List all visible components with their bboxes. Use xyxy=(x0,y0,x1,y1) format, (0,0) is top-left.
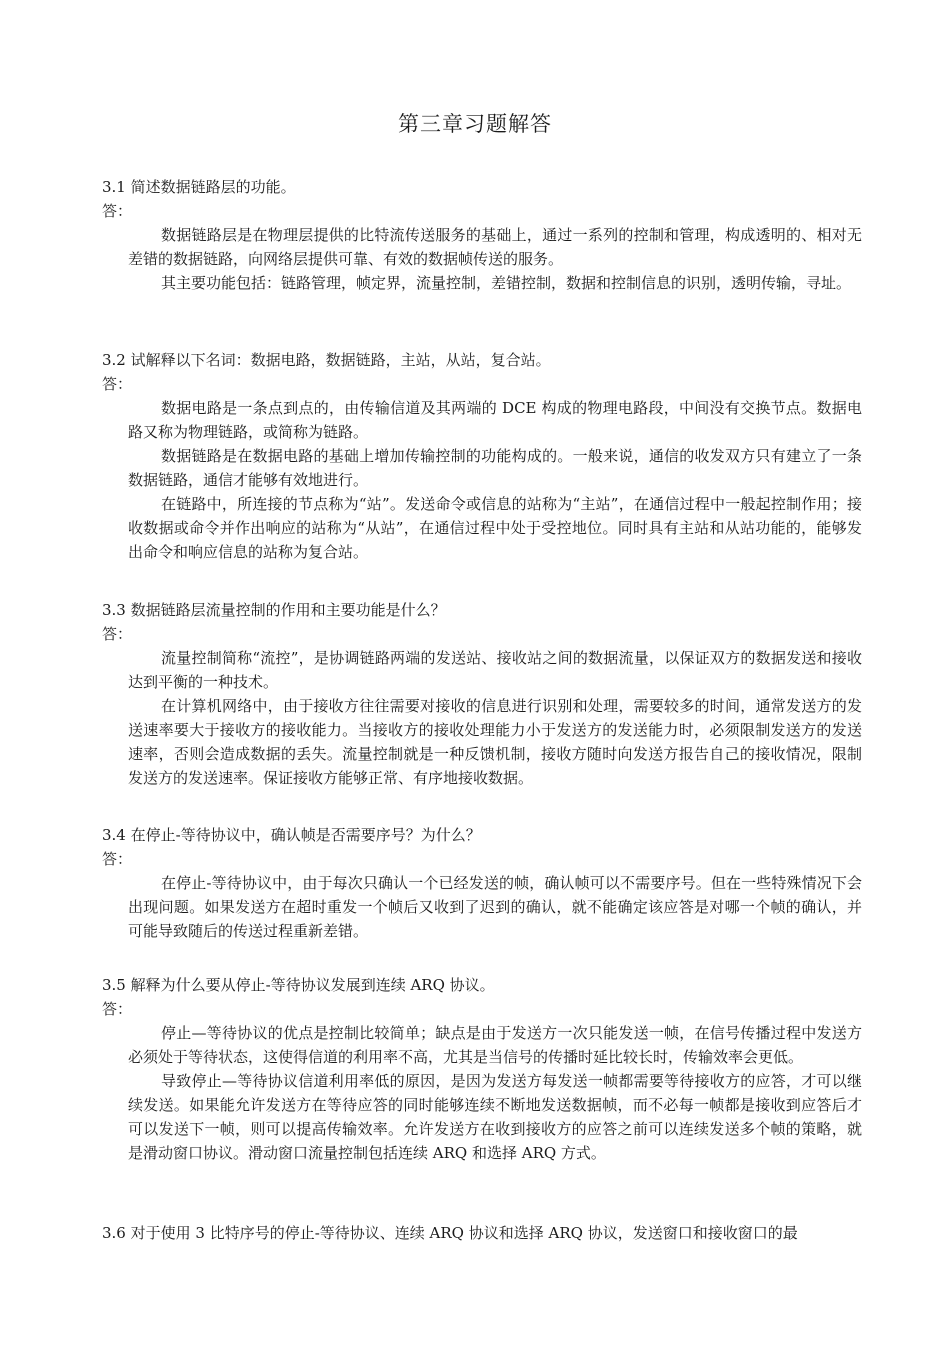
answer-paragraph: 在链路中，所连接的节点称为“站”。发送命令或信息的站称为“主站”，在通信过程中一般起控制作用；接收数据或命令并作出响应的站称为“从站”，在通信过程中处于受控地位。同时具有主站和从站功能的，能够发出命令和响应信息的站称为复合站。 xyxy=(128,495,862,561)
question-block-3-6 xyxy=(102,1221,892,1245)
page-title: 第三章习题解答 xyxy=(398,112,552,136)
question-block-3-3 xyxy=(102,598,862,790)
answer-paragraph: 流量控制简称“流控”，是协调链路两端的发送站、接收站之间的数据流量，以保证双方的数据发送和接收达到平衡的一种技术。 xyxy=(128,649,862,691)
answer-paragraph: 在停止-等待协议中，由于每次只确认一个已经发送的帧，确认帧可以不需要序号。但在一些特殊情况下会出现问题。如果发送方在超时重发一个帧后又收到了迟到的确认，就不能确定该应答是对哪一个帧的确认，并可能导致随后的传送过程重新差错。 xyxy=(128,874,862,940)
answer-paragraph: 数据链路是在数据电路的基础上增加传输控制的功能构成的。一般来说，通信的收发双方只有建立了一条数据链路，通信才能够有效地进行。 xyxy=(128,447,862,489)
question-text: 3.2 试解释以下名词：数据电路，数据链路，主站，从站，复合站。 xyxy=(102,351,551,369)
question-block-3-1 xyxy=(102,175,862,295)
answer-label: 答： xyxy=(102,375,133,393)
answer-paragraph: 导致停止—等待协议信道利用率低的原因，是因为发送方每发送一帧都需要等待接收方的应答，才可以继续发送。如果能允许发送方在等待应答的同时能够连续不断地发送数据帧，而不必每一帧都是接收到应答后才可以发送下一帧，则可以提高传输效率。允许发送方在收到接收方的应答之前可以连续发送多个帧的策略，就是滑动窗口协议。滑动窗口流量控制包括连续 ARQ 和选择 ARQ 方式。 xyxy=(128,1072,862,1162)
question-text: 3.3 数据链路层流量控制的作用和主要功能是什么？ xyxy=(102,601,446,619)
question-text: 3.5 解释为什么要从停止-等待协议发展到连续 ARQ 协议。 xyxy=(102,976,495,994)
answer-label: 答： xyxy=(102,1000,133,1018)
question-text: 3.1 简述数据链路层的功能。 xyxy=(102,178,296,196)
answer-label: 答： xyxy=(102,625,133,643)
answer-paragraph: 停止—等待协议的优点是控制比较简单；缺点是由于发送方一次只能发送一帧，在信号传播过程中发送方必须处于等待状态，这使得信道的利用率不高，尤其是当信号的传播时延比较长时，传输效率会更低。 xyxy=(128,1024,862,1066)
answer-paragraph: 其主要功能包括：链路管理，帧定界，流量控制，差错控制，数据和控制信息的识别，透明传输，寻址。 xyxy=(161,274,852,292)
answer-paragraph: 数据链路层是在物理层提供的比特流传送服务的基础上，通过一系列的控制和管理，构成透明的、相对无差错的数据链路，向网络层提供可靠、有效的数据帧传送的服务。 xyxy=(128,226,862,268)
question-block-3-4 xyxy=(102,823,862,943)
answer-label: 答： xyxy=(102,202,133,220)
question-text: 3.4 在停止-等待协议中，确认帧是否需要序号？为什么？ xyxy=(102,826,481,844)
answer-paragraph: 数据电路是一条点到点的，由传输信道及其两端的 DCE 构成的物理电路段，中间没有交换节点。数据电路又称为物理链路，或简称为链路。 xyxy=(128,399,862,441)
question-block-3-2 xyxy=(102,348,862,564)
question-block-3-5 xyxy=(102,973,862,1165)
answer-paragraph: 在计算机网络中，由于接收方往往需要对接收的信息进行识别和处理，需要较多的时间，通常发送方的发送速率要大于接收方的接收能力。当接收方的接收处理能力小于发送方的发送能力时，必须限制发送方的发送速率，否则会造成数据的丢失。流量控制就是一种反馈机制，接收方随时向发送方报告自己的接收情况，限制发送方的发送速率。保证接收方能够正常、有序地接收数据。 xyxy=(128,697,862,787)
question-text: 3.6 对于使用 3 比特序号的停止-等待协议、连续 ARQ 协议和选择 ARQ 协议，发送窗口和接收窗口的最 xyxy=(102,1224,798,1242)
answer-label: 答： xyxy=(102,850,133,868)
